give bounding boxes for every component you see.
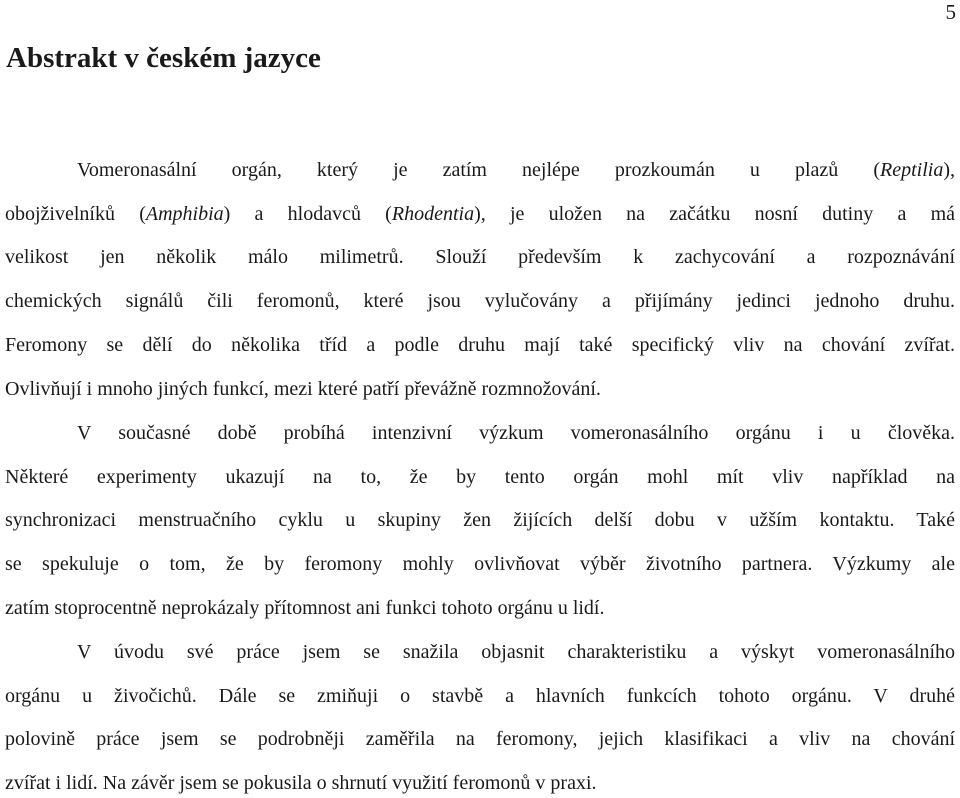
taxon-name: Rhodentia (391, 203, 475, 225)
text-segment: Vomeronasální orgán, který je zatím nejlépe prozkoumán u plazů ( (77, 159, 880, 181)
text-segment: ) a hlodavců ( (223, 203, 392, 225)
paragraph-line: synchronizaci menstruačního cyklu u skupiny žen žijících delší dobu v užším kontaktu. Také (5, 509, 955, 531)
paragraph-line: zatím stoprocentně neprokázaly přítomnost ani funkci tohoto orgánu u lidí. (5, 597, 605, 619)
paragraph-line: chemických signálů čili feromonů, které jsou vylučovány a přijímány jedinci jednoho druhu. (5, 290, 955, 312)
page-number: 5 (945, 0, 956, 24)
paragraph-line: Feromony se dělí do několika tříd a podle druhu mají také specifický vliv na chování zvířat. (5, 334, 955, 356)
text-segment: ), (943, 159, 955, 181)
paragraph-line: Některé experimenty ukazují na to, že by tento orgán mohl mít vliv například na (5, 466, 955, 488)
paragraph-line (5, 201, 955, 227)
paragraph-line (77, 157, 955, 183)
text-segment: obojživelníků ( (5, 203, 146, 225)
paragraph-line: orgánu u živočichů. Dále se zmiňuji o stavbě a hlavních funkcích tohoto orgánu. V druhé (5, 685, 955, 707)
paragraph-line: Ovlivňují i mnoho jiných funkcí, mezi které patří převážně rozmnožování. (5, 378, 601, 400)
taxon-name: Reptilia (880, 159, 944, 181)
paragraph-line: zvířat i lidí. Na závěr jsem se pokusila o shrnutí využití feromonů v praxi. (5, 772, 597, 794)
paragraph-line: polovině práce jsem se podrobněji zaměřila na feromony, jejich klasifikaci a vliv na chování (5, 728, 955, 750)
paragraph-line: V úvodu své práce jsem se snažila objasnit charakteristiku a výskyt vomeronasálního (77, 641, 955, 663)
paragraph-line: velikost jen několik málo milimetrů. Slouží především k zachycování a rozpoznávání (5, 246, 955, 268)
paragraph-line: V současné době probíhá intenzivní výzkum vomeronasálního orgánu i u člověka. (77, 422, 955, 444)
page-title: Abstrakt v českém jazyce (6, 42, 321, 74)
text-segment: ), je uložen na začátku nosní dutiny a má (474, 203, 956, 225)
paragraph-line: se spekuluje o tom, že by feromony mohly ovlivňovat výběr životního partnera. Výzkumy ale (5, 553, 955, 575)
taxon-name: Amphibia (145, 203, 224, 225)
